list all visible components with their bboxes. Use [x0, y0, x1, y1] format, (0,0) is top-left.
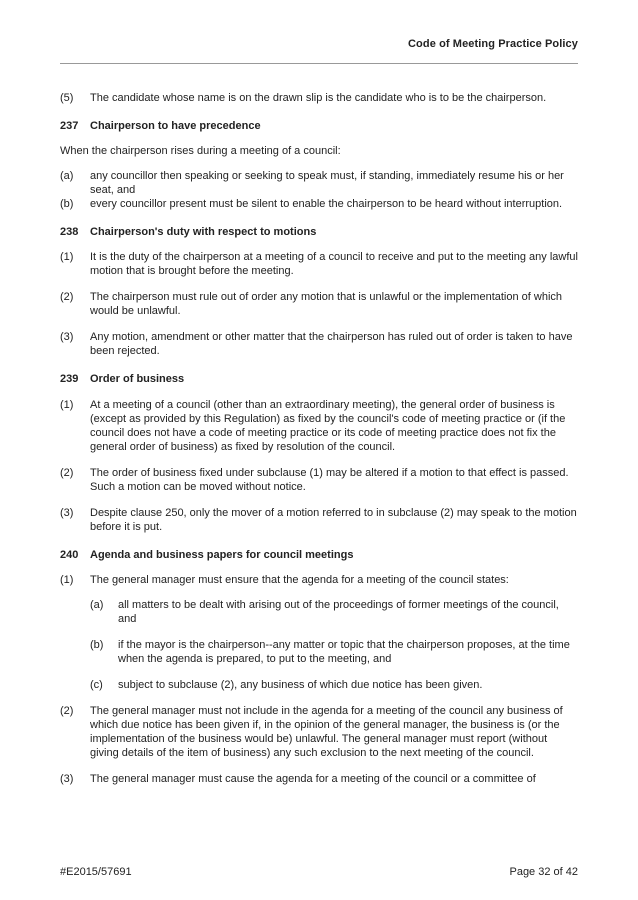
section-heading-240 — [60, 548, 578, 562]
subparagraph-c — [60, 678, 578, 692]
paragraph-b — [60, 197, 578, 211]
paragraph-text: Any motion, amendment or other matter that the chairperson has ruled out of order is taken to have been rejected. — [90, 331, 573, 357]
paragraph-number: (b) — [60, 198, 74, 210]
paragraph-text: The general manager must not include in the agenda for a meeting of the council any business of which due notice has been given if, in the opinion of the general manager, the business is (or the implementation of the business would be) unlawful. The general manager must report (without giving details of the item of business) any such exclusion to the next meeting of the council. — [90, 705, 563, 759]
paragraph-number: (3) — [60, 507, 74, 519]
paragraph-5 — [60, 91, 578, 105]
subparagraph-text: if the mayor is the chairperson--any matter or topic that the chairperson proposes, at the time when the agenda is prepared, to put to the meeting, and — [118, 639, 570, 665]
paragraph-text: The order of business fixed under subclause (1) may be altered if a motion to that effect is passed. Such a motion can be moved without notice. — [90, 467, 569, 493]
section-heading-237 — [60, 119, 578, 133]
section-number: 240 — [60, 549, 79, 561]
paragraph-3 — [60, 506, 578, 534]
section-heading-238 — [60, 225, 578, 239]
paragraph-2 — [60, 290, 578, 318]
document-reference: #E2015/57691 — [60, 866, 132, 878]
section-number: 237 — [60, 120, 79, 132]
paragraph-text: The general manager must cause the agenda for a meeting of the council or a committee of — [90, 773, 536, 785]
paragraph-text: Despite clause 250, only the mover of a motion referred to in subclause (2) may speak to the motion before it is put. — [90, 507, 577, 533]
paragraph-text: It is the duty of the chairperson at a meeting of a council to receive and put to the meeting any lawful motion that is brought before the meeting. — [90, 251, 578, 277]
subparagraph-a — [60, 598, 578, 626]
subparagraph-b — [60, 638, 578, 666]
paragraph-number: (3) — [60, 331, 74, 343]
document-body — [60, 91, 578, 786]
section-title: Agenda and business papers for council meetings — [90, 549, 354, 561]
paragraph-text: At a meeting of a council (other than an extraordinary meeting), the general order of business is (except as provided by this Regulation) as fixed by the council's code of meeting practice or (if the council does not have a code of meeting practice or its code of meeting practice does not fix the general order of business) as fixed by resolution of the council. — [90, 399, 566, 453]
paragraph-number: (1) — [60, 251, 74, 263]
paragraph-1 — [60, 398, 578, 454]
section-title: Chairperson to have precedence — [90, 120, 261, 132]
section-intro: When the chairperson rises during a meeting of a council: — [60, 145, 341, 157]
paragraph-text: The chairperson must rule out of order any motion that is unlawful or the implementation of which would be unlawful. — [90, 291, 563, 317]
page-number: Page 32 of 42 — [509, 866, 578, 878]
section-title: Chairperson's duty with respect to motions — [90, 226, 317, 238]
paragraph-1 — [60, 573, 578, 587]
subparagraph-text: all matters to be dealt with arising out of the proceedings of former meetings of the council, and — [118, 599, 559, 625]
subparagraph-letter: (b) — [90, 639, 104, 651]
paragraph-text: every councillor present must be silent to enable the chairperson to be heard without interruption. — [90, 198, 563, 210]
paragraph-1 — [60, 250, 578, 278]
header-title: Code of Meeting Practice Policy — [408, 38, 578, 50]
section-title: Order of business — [90, 373, 185, 385]
section-number: 239 — [60, 373, 79, 385]
paragraph-number: (2) — [60, 291, 74, 303]
paragraph-text: The general manager must ensure that the agenda for a meeting of the council states: — [90, 574, 509, 586]
paragraph-2 — [60, 704, 578, 760]
paragraph-number: (2) — [60, 467, 74, 479]
paragraph-number: (3) — [60, 773, 74, 785]
section-heading-239 — [60, 372, 578, 386]
paragraph-2 — [60, 466, 578, 494]
paragraph-text: any councillor then speaking or seeking to speak must, if standing, immediately resume his or her seat, and — [90, 170, 564, 196]
paragraph-number: (2) — [60, 705, 74, 717]
paragraph-number: (1) — [60, 399, 74, 411]
paragraph-3 — [60, 772, 578, 786]
paragraph-text: The candidate whose name is on the drawn slip is the candidate who is to be the chairperson. — [90, 92, 547, 104]
paragraph-number: (a) — [60, 170, 74, 182]
paragraph-3 — [60, 330, 578, 358]
paragraph-number: (1) — [60, 574, 74, 586]
subparagraph-text: subject to subclause (2), any business of which due notice has been given. — [118, 679, 483, 691]
section-number: 238 — [60, 226, 79, 238]
subparagraph-letter: (c) — [90, 679, 103, 691]
paragraph-a — [60, 169, 578, 197]
header-divider — [60, 63, 578, 64]
subparagraph-letter: (a) — [90, 599, 104, 611]
paragraph-number: (5) — [60, 92, 74, 104]
